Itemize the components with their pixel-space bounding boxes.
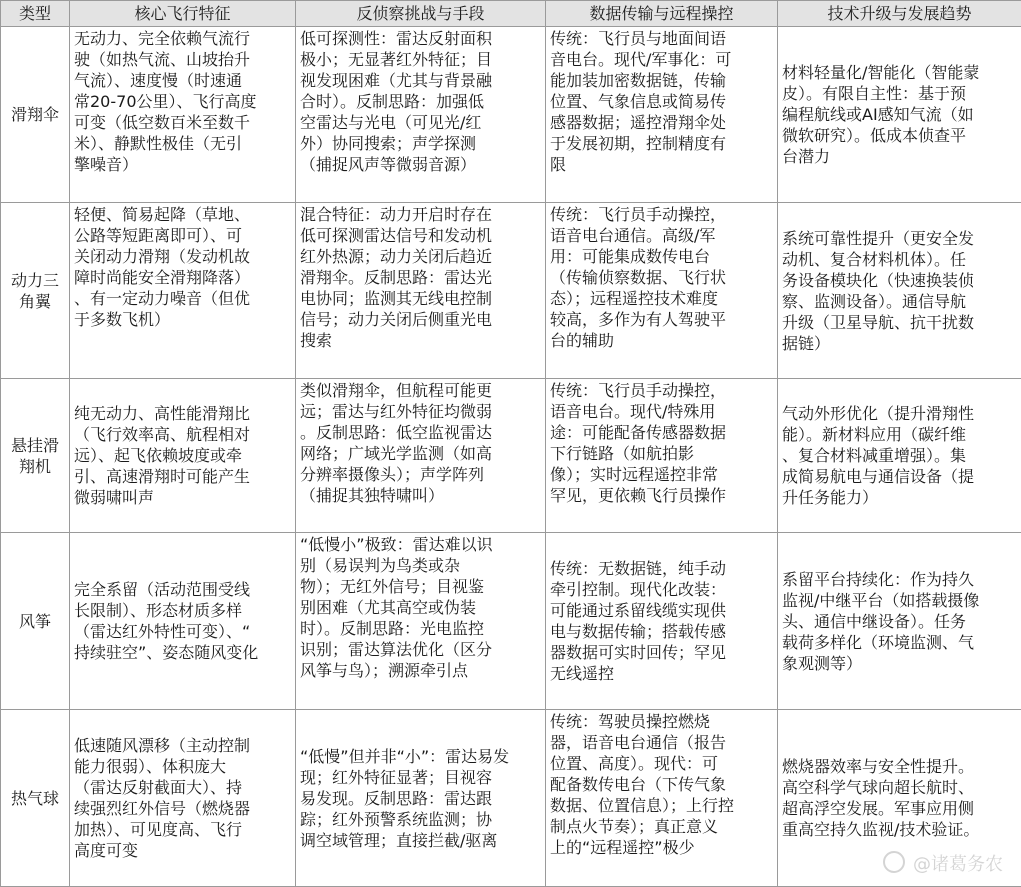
row-type-label: 动力三 角翼 [1, 203, 70, 379]
table-cell: 燃烧器效率与安全性提升。 高空科学气球向超长航时、 超高浮空发展。军事应用侧 重高空持久监视/技术验证。 [778, 710, 1021, 887]
header-type: 类型 [1, 1, 70, 27]
table-cell: 轻便、简易起降（草地、 公路等短距离即可）、可 关闭动力滑翔（发动机故 障时尚能安全滑翔降落） 、有一定动力噪音（但优 于多数飞机） [70, 203, 296, 379]
table-cell: 类似滑翔伞，但航程可能更 远；雷达与红外特征均微弱 。反制思路：低空监视雷达 网络；广域光学监测（如高 分辨率摄像头）；声学阵列 （捕捉其独特啸叫） [296, 379, 546, 533]
table-row [1, 203, 1021, 379]
table-cell: 材料轻量化/智能化（智能蒙 皮）。有限自主性：基于预 编程航线或AI感知气流（如 微软研究）。低成本侦查平 台潜力 [778, 27, 1021, 203]
header-tech-trends: 技术升级与发展趋势 [778, 1, 1021, 27]
table-cell: 传统：驾驶员操控燃烧 器，语音电台通信（报告 位置、高度）。现代：可 配备数传电台（下传气象 数据、位置信息）；上行控 制点火节奏）；真正意义 上的“远程遥控”极少 [546, 710, 778, 887]
table-cell: 传统：飞行员手动操控， 语音电台。现代/特殊用 途：可能配备传感器数据 下行链路（如航拍影 像）；实时远程遥控非常 罕见，更依赖飞行员操作 [546, 379, 778, 533]
table-row [1, 710, 1021, 887]
table-cell: “低慢小”极致：雷达难以识 别（易误判为鸟类或杂 物）；无红外信号；目视鉴 别困难（尤其高空或伪装 时）。反制思路：光电监控 识别；雷达算法优化（区分 风筝与鸟）；溯源牵引点 [296, 533, 546, 710]
table-cell: “低慢”但并非“小”：雷达易发 现；红外特征显著；目视容 易发现。反制思路：雷达跟 踪；红外预警系统监测；协 调空域管理；直接拦截/驱离 [296, 710, 546, 887]
watermark-logo-icon [883, 851, 905, 873]
table-cell: 无动力、完全依赖气流行 驶（如热气流、山坡抬升 气流）、速度慢（时速通 常20-70公里）、飞行高度 可变（低空数百米至数千 米）、静默性极佳（无引 擎噪音） [70, 27, 296, 203]
table-cell: 系统可靠性提升（更安全发 动机、复合材料机体）。任 务设备模块化（快速换装侦 察、监测设备）。通信导航 升级（卫星导航、抗干扰数 据链） [778, 203, 1021, 379]
table-cell: 纯无动力、高性能滑翔比 （飞行效率高、航程相对 远）、起飞依赖坡度或牵 引、高速滑翔时可能产生 微弱啸叫声 [70, 379, 296, 533]
table-cell: 气动外形优化（提升滑翔性 能）。新材料应用（碳纤维 、复合材料减重增强）。集 成简易航电与通信设备（提 升任务能力） [778, 379, 1021, 533]
table-cell: 完全系留（活动范围受线 长限制）、形态材质多样 （雷达红外特性可变）、“ 持续驻空”、姿态随风变化 [70, 533, 296, 710]
header-flight-features: 核心飞行特征 [70, 1, 296, 27]
row-type-label: 悬挂滑 翔机 [1, 379, 70, 533]
watermark [883, 850, 1003, 876]
table-cell: 低可探测性：雷达反射面积 极小；无显著红外特征；目 视发现困难（尤其与背景融 合时）。反制思路：加强低 空雷达与光电（可见光/红 外）协同搜索；声学探测 （捕捉风声等微弱音源） [296, 27, 546, 203]
table-cell: 低速随风漂移（主动控制 能力很弱）、体积庞大 （雷达反射截面大）、持 续强烈红外信号（燃烧器 加热）、可见度高、飞行 高度可变 [70, 710, 296, 887]
table-row [1, 533, 1021, 710]
header-counter-recon: 反侦察挑战与手段 [296, 1, 546, 27]
row-type-label: 风筝 [1, 533, 70, 710]
table-cell: 传统：飞行员手动操控， 语音电台通信。高级/军 用：可能集成数传电台 （传输侦察数据、飞行状 态）；远程遥控技术难度 较高，多作为有人驾驶平 台的辅助 [546, 203, 778, 379]
row-type-label: 滑翔伞 [1, 27, 70, 203]
table-row [1, 379, 1021, 533]
watermark-text: @诸葛务农 [913, 854, 1003, 875]
table-cell: 传统：无数据链，纯手动 牵引控制。现代化改装： 可能通过系留线缆实现供 电与数据传输；搭载传感 器数据可实时回传；罕见 无线遥控 [546, 533, 778, 710]
header-row [1, 1, 1021, 27]
table-row [1, 27, 1021, 203]
header-data-transmission: 数据传输与远程操控 [546, 1, 778, 27]
row-type-label: 热气球 [1, 710, 70, 887]
table-cell: 系留平台持续化：作为持久 监视/中继平台（如搭载摄像 头、通信中继设备）。任务 载荷多样化（环境监测、气 象观测等） [778, 533, 1021, 710]
table-cell: 传统：飞行员与地面间语 音电台。现代/军事化：可 能加装加密数据链，传输 位置、气象信息或简易传 感器数据；遥控滑翔伞处 于发展初期，控制精度有 限 [546, 27, 778, 203]
table-cell: 混合特征：动力开启时存在 低可探测雷达信号和发动机 红外热源；动力关闭后趋近 滑翔伞。反制思路：雷达光 电协同；监测其无线电控制 信号；动力关闭后侧重光电 搜索 [296, 203, 546, 379]
